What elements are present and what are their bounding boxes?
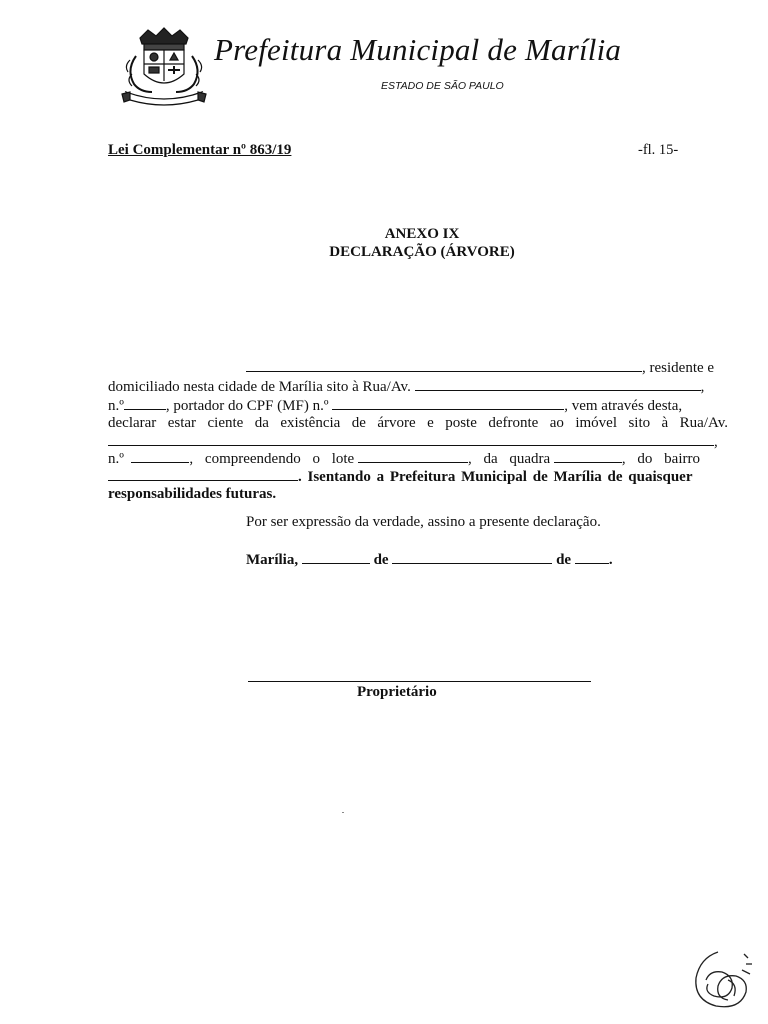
date-line: Marília, de de . xyxy=(246,552,613,568)
page-subtitle: ESTADO DE SÃO PAULO xyxy=(381,80,504,92)
declaration-line-6: n.º , compreendendo o lote , da quadra , do bairro xyxy=(108,451,700,467)
property-number-blank[interactable] xyxy=(131,449,189,463)
month-blank[interactable] xyxy=(392,550,552,564)
property-street-blank[interactable] xyxy=(108,432,714,446)
declaration-line-1: , residente e xyxy=(246,358,714,377)
year-blank[interactable] xyxy=(575,550,609,564)
declaration-line-7: . Isentando a Prefeitura Municipal de Marília de quaisquer xyxy=(108,467,692,486)
folio-number: -fl. 15- xyxy=(638,142,679,158)
street-blank[interactable] xyxy=(415,377,701,391)
block-blank[interactable] xyxy=(554,449,622,463)
declaration-line-4: declarar estar ciente da existência de árvore e poste defronte ao imóvel sito à Rua/Av. xyxy=(108,415,728,431)
name-blank[interactable] xyxy=(246,358,642,372)
neighborhood-blank[interactable] xyxy=(108,467,298,481)
annex-title: DECLARAÇÃO (ÁRVORE) xyxy=(329,244,515,260)
law-reference: Lei Complementar nº 863/19 xyxy=(108,142,292,158)
lot-blank[interactable] xyxy=(358,449,468,463)
cpf-blank[interactable] xyxy=(332,396,564,410)
signature-line[interactable] xyxy=(248,681,591,682)
declaration-line-8: responsabilidades futuras. xyxy=(108,486,277,502)
annex-number: ANEXO IX xyxy=(384,226,460,242)
declaration-line-2: domiciliado nesta cidade de Marília sito à Rua/Av. , xyxy=(108,379,705,395)
signature-label: Proprietário xyxy=(357,684,437,700)
truth-statement: Por ser expressão da verdade, assino a presente declaração. xyxy=(246,514,601,530)
scan-speck xyxy=(342,812,344,813)
number-blank[interactable] xyxy=(124,396,166,410)
municipal-coat-of-arms-icon xyxy=(118,26,210,108)
declaration-paragraph xyxy=(108,358,728,502)
declaration-line-5: , xyxy=(108,432,718,451)
handwritten-initials-icon xyxy=(688,940,760,1012)
page-title: Prefeitura Municipal de Marília xyxy=(214,32,622,67)
declaration-line-3: n.º , portador do CPF (MF) n.º , vem através desta, xyxy=(108,398,683,414)
day-blank[interactable] xyxy=(302,550,370,564)
